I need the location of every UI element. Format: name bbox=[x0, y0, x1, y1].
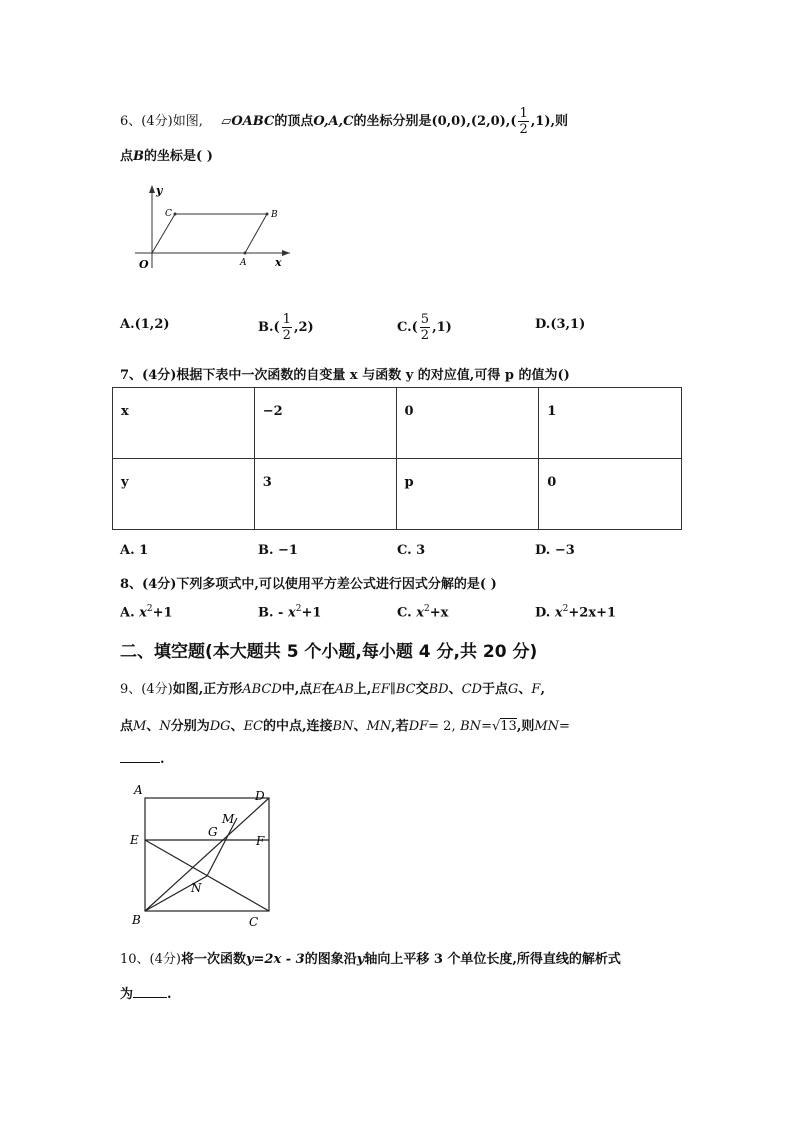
point-b bbox=[266, 213, 269, 216]
label-e: E bbox=[130, 833, 139, 847]
point-a bbox=[244, 252, 247, 255]
y-label: y bbox=[156, 184, 163, 197]
q8-question: 8、(4分)下列多项式中,可以使用平方差公式进行因式分解的是( ) bbox=[120, 577, 497, 592]
q6-option-c[interactable]: C.( $\frac{5}{2}$ ,1) bbox=[397, 312, 452, 343]
label-b: B bbox=[271, 210, 278, 220]
answer-blank[interactable] bbox=[120, 762, 160, 763]
q6-coordinate-figure bbox=[130, 180, 300, 275]
label-c: C bbox=[249, 915, 259, 929]
q7-option-d[interactable]: D. −3 bbox=[535, 543, 575, 558]
table-cell: x bbox=[113, 388, 255, 459]
label-b: B bbox=[132, 913, 141, 927]
table-cell: 1 bbox=[539, 388, 682, 459]
q7-option-a[interactable]: A. 1 bbox=[120, 543, 149, 558]
linear-equation: y=2x - 3 bbox=[245, 952, 305, 967]
table-row bbox=[113, 388, 682, 459]
answer-blank[interactable] bbox=[133, 997, 167, 998]
q8-option-b[interactable]: B. - $x^2+1$ bbox=[258, 604, 322, 621]
q7-option-b[interactable]: B. −1 bbox=[258, 543, 298, 558]
table-cell: 0 bbox=[539, 459, 682, 530]
section-heading: 二、填空题(本大题共 5 个小题,每小题 4 分,共 20 分) bbox=[120, 642, 538, 662]
label-a: A bbox=[240, 258, 247, 268]
origin-label: O bbox=[139, 258, 149, 271]
segment-bd bbox=[145, 798, 269, 911]
q7-option-c[interactable]: C. 3 bbox=[397, 543, 426, 558]
sqrt-symbol: √ bbox=[491, 719, 501, 734]
table-row bbox=[113, 459, 682, 530]
q6-line2: 点B的坐标是( ) bbox=[120, 149, 213, 164]
q9-line1: 9、(4分)如图,正方形ABCD中,点E在AB上,EF∥BC交BD、CD于点G、F, bbox=[120, 682, 545, 697]
q6-option-a[interactable]: A.(1,2) bbox=[120, 317, 170, 332]
y-axis-arrow bbox=[149, 185, 155, 193]
x-axis-arrow bbox=[282, 250, 290, 256]
table-cell: 3 bbox=[254, 459, 396, 530]
table-cell: p bbox=[396, 459, 539, 530]
label-a: A bbox=[134, 783, 143, 797]
q6-line1: 6、(4分)如图, ▱OABC的顶点O,A,C的坐标分别是(0,0),(2,0),( $\frac{1}{2}$ ,1),则 bbox=[120, 106, 569, 137]
q6-option-b[interactable]: B.( $\frac{1}{2}$ ,2) bbox=[258, 312, 314, 343]
q8-option-d[interactable]: D. $x^2+2x+1$ bbox=[535, 604, 617, 621]
parallelogram-oabc bbox=[152, 214, 267, 253]
parallelogram-symbol: ▱ bbox=[221, 114, 232, 129]
table-cell: 0 bbox=[396, 388, 539, 459]
label-d: D bbox=[255, 789, 265, 803]
q6-option-d[interactable]: D.(3,1) bbox=[535, 317, 586, 332]
table-cell: y bbox=[113, 459, 255, 530]
label-n: N bbox=[191, 881, 202, 895]
q6-fraction: $\frac{1}{2}$ bbox=[519, 106, 528, 137]
q10-line1: 10、(4分)将一次函数y=2x - 3的图象沿y轴向上平移 3 个单位长度,所得直线的解析式 bbox=[120, 952, 621, 967]
q9-line2: 点M、N分别为DG、EC的中点,连接BN、MN,若DF= 2, BN=√13,则MN= bbox=[120, 719, 570, 734]
x-label: x bbox=[275, 256, 282, 269]
point-c bbox=[174, 213, 177, 216]
q9-line3: . bbox=[120, 752, 165, 767]
label-m: M bbox=[222, 812, 235, 826]
table-cell: −2 bbox=[254, 388, 396, 459]
q8-option-c[interactable]: C. $x^2+x$ bbox=[397, 604, 449, 621]
q9-square-figure bbox=[126, 780, 286, 930]
label-f: F bbox=[256, 834, 265, 848]
label-c: C bbox=[165, 209, 172, 219]
label-g: G bbox=[208, 825, 218, 839]
q8-option-a[interactable]: A. $x^2+1$ bbox=[120, 604, 173, 621]
q6-number: 6、(4分) bbox=[120, 114, 173, 129]
q7-value-table bbox=[112, 387, 682, 530]
q10-line2: 为 . bbox=[120, 987, 172, 1002]
q7-question: 7、(4分)根据下表中一次函数的自变量 x 与函数 y 的对应值,可得 p 的值为() bbox=[120, 368, 570, 383]
